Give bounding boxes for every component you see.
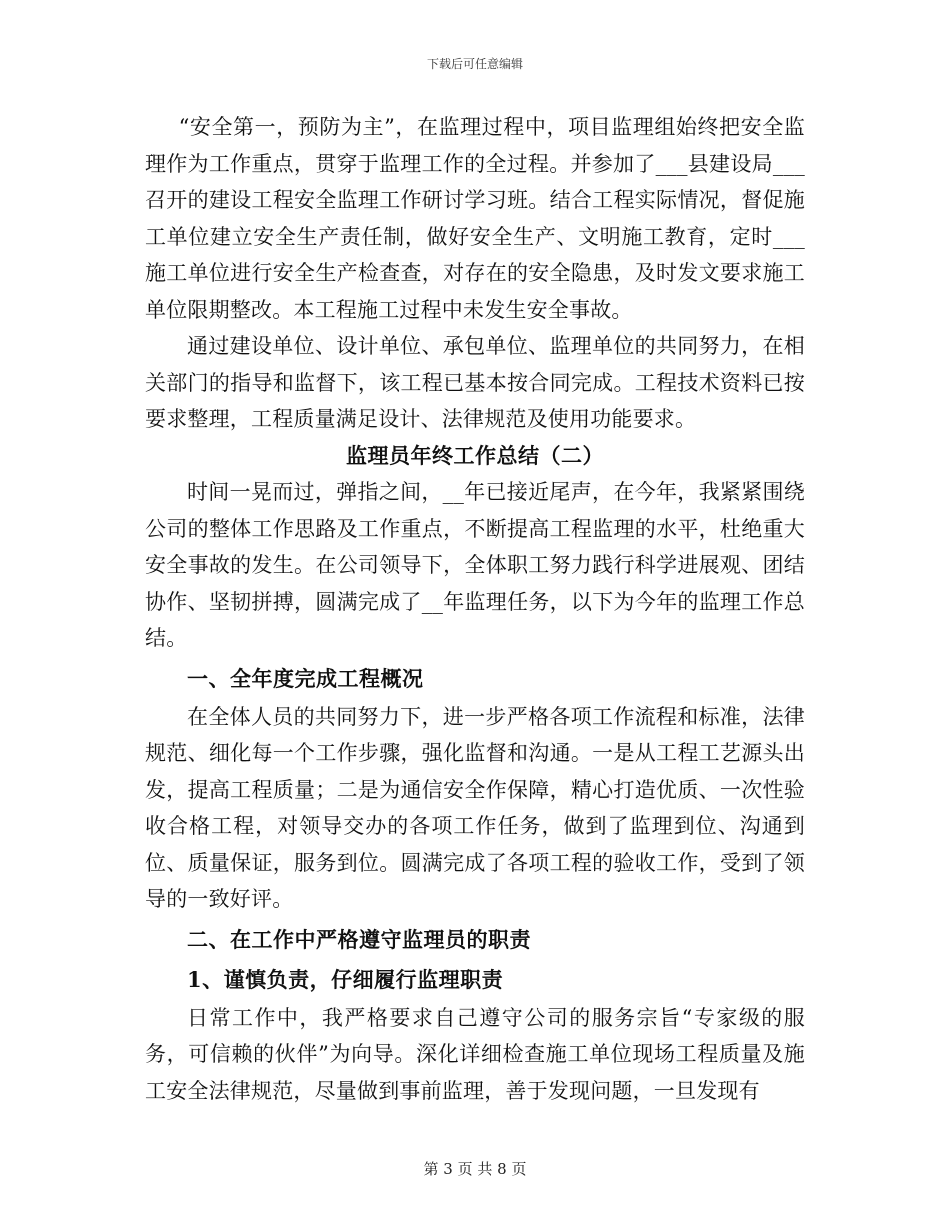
header-note: 下载后可任意编辑 xyxy=(426,57,523,71)
paragraph-daily-work: 日常工作中，我严格要求自己遵守公司的服务宗旨“专家级的服务，可信赖的伙伴”为向导。深化详细检查施工单位现场工程质量及施工安全法律规范，尽量做到事前监理，善于发现问题，一旦发现有 xyxy=(145,1005,805,1103)
paragraph-safety: “安全第一，预防为主”，在监理过程中，项目监理组始终把安全监理作为工作重点，贯穿于监理工作的全过程。并参加了___县建设局___召开的建设工程安全监理工作研讨学习班。结合工程实际情况，督促施工单位建立安全生产责任制，做好安全生产、文明施工教育，定时___施工单位进行安全生产检查查，对存在的安全隐患，及时发文要求施工单位限期整改。本工程施工过程中未发生安全事故。 xyxy=(145,115,805,322)
section-title: 监理员年终工作总结（二） xyxy=(346,442,604,468)
document-body xyxy=(145,109,805,1109)
page-number: 第 3 页 共 8 页 xyxy=(423,1160,527,1178)
paragraph-completion: 通过建设单位、设计单位、承包单位、监理单位的共同努力，在相关部门的指导和监督下，该工程已基本按合同完成。工程技术资料已按要求整理，工程质量满足设计、法律规范及使用功能要求。 xyxy=(145,334,805,431)
paragraph-overview: 在全体人员的共同努力下，进一步严格各项工作流程和标准，法律规范、细化每一个工作步骤，强化监督和沟通。一是从工程工艺源头出发，提高工程质量；二是为通信安全作保障，精心打造优质、一次性验收合格工程，对领导交办的各项工作任务，做到了监理到位、沟通到位、质量保证，服务到位。圆满完成了各项工程的验收工作，受到了领导的一致好评。 xyxy=(145,704,805,911)
heading-duties: 二、在工作中严格遵守监理员的职责 xyxy=(187,926,531,952)
heading-overview: 一、全年度完成工程概况 xyxy=(187,665,424,691)
heading-careful: 1、谨慎负责，仔细履行监理职责 xyxy=(187,966,504,992)
paragraph-intro: 时间一晃而过，弹指之间，__年已接近尾声，在今年，我紧紧围绕公司的整体工作思路及工作重点，不断提高工程监理的水平，杜绝重大安全事故的发生。在公司领导下，全体职工努力践行科学进展观、团结协作、坚韧拼搏，圆满完成了__年监理任务，以下为今年的监理工作总结。 xyxy=(145,480,805,650)
